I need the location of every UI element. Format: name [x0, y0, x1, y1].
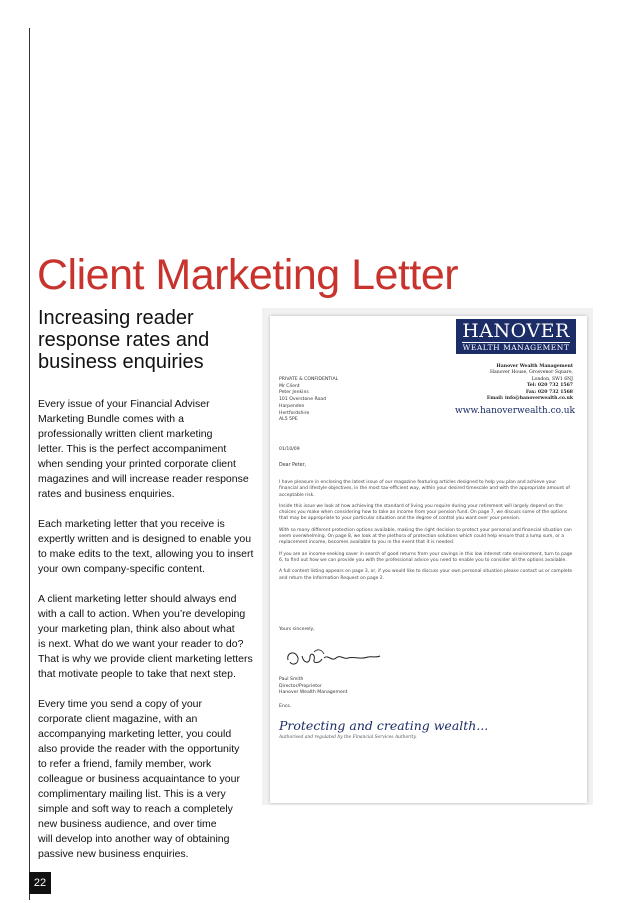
letter-paragraph: With so many different protection options available, making the right decision to protect your personal and financial situation can seem overwhelming. On page 8, we look at the plethora of protection solutions which could help ensure that a lump sum, or a replacement income, becomes available to you in the event that it is needed.	[279, 527, 572, 546]
recipient-address	[279, 377, 338, 424]
sample-letter	[270, 316, 587, 803]
signer-block	[279, 677, 348, 697]
signer-title: Director/Proprietor	[279, 683, 322, 689]
closing: Yours sincerely,	[279, 627, 315, 632]
letter-body	[279, 480, 575, 587]
sender-city: London, SW1 6NJ	[531, 376, 573, 382]
recipient-line: Hertfordshire	[279, 410, 310, 416]
recipient-line: Mr Client	[279, 383, 300, 389]
recipient-line: 101 Overstone Road	[279, 397, 327, 403]
recipient-line: PRIVATE & CONFIDENTIAL	[279, 377, 339, 382]
signer-company: Hanover Wealth Management	[279, 690, 348, 696]
page-number: 22	[29, 872, 51, 894]
signer-name: Paul Smith	[279, 677, 304, 682]
regulation-note: Authorised and regulated by the Financial Services Authority.	[279, 735, 417, 740]
logo-subtitle: WEALTH MANAGEMENT	[462, 343, 570, 352]
body-text	[38, 397, 260, 877]
sender-address	[487, 364, 573, 402]
margin-rule	[29, 28, 30, 900]
subheading: Increasing reader response rates and business enquiries	[38, 307, 210, 373]
letter-paragraph: Inside this issue we look at how achieving the standard of living you require during your retirement will largely depend on the choices you make when considering how to take an income from your pension fund. On page 7, we discuss some of the options that may be appropriate to your particular situation and the degree of control you want over your pension.	[279, 503, 568, 522]
sender-fax: Fax: 020 732 1568	[525, 389, 573, 395]
enclosures: Encs.	[279, 704, 292, 709]
letter-paragraph: I have pleasure in enclosing the latest issue of our magazine featuring articles designed to help you plan and achieve your financial and lifestyle objectives, in the most tax-efficient way, within your desired timescale and with the appropriate amount of acceptable risk.	[279, 480, 570, 498]
tagline: Protecting and creating wealth...	[279, 718, 489, 733]
website: www.hanoverwealth.co.uk	[455, 406, 575, 416]
hanover-logo	[456, 319, 576, 354]
letter-date: 01/10/09	[279, 447, 300, 452]
page-title: Client Marketing Letter	[37, 250, 459, 299]
sender-company: Hanover Wealth Management	[496, 364, 573, 369]
sender-street: Hanover House, Grosvenor Square,	[489, 370, 573, 376]
signature-icon	[284, 644, 384, 672]
sender-tel: Tel: 020 732 1567	[526, 383, 573, 389]
body-paragraph: Every issue of your Financial Adviser Marketing Bundle comes with a professionally written client marketing letter. This is the perfect accompaniment when sending your printed corporate client magazines and will increase reader response rates and business enquiries.	[38, 398, 249, 500]
body-paragraph: Each marketing letter that you receive is expertly written and is designed to enable you to make edits to the text, allowing you to insert your own company-specific content.	[38, 518, 254, 575]
salutation: Dear Peter,	[279, 463, 307, 468]
body-paragraph: Every time you send a copy of your corporate client magazine, with an accompanying marketing letter, you could also provide the reader with the opportunity to refer a friend, family member, work colleague or business acquaintance to your complimentary mailing list. This is a very simple and soft way to reach a completely new business audience, and over time will develop into another way of obtaining passive new business enquiries.	[38, 698, 240, 860]
recipient-line: Harpenden	[279, 403, 305, 409]
letter-paragraph: A full content listing appears on page 3, or, if you would like to discuss your own personal situation please contact us or complete and return the Information Request on page 2.	[279, 569, 573, 581]
sender-email: Email: info@hanoverwealth.co.uk	[486, 396, 573, 402]
recipient-line: Peter Jenkins	[279, 390, 309, 396]
body-paragraph: A client marketing letter should always end with a call to action. When you’re developing your marketing plan, think also about what is next. What do we want your reader to do? That is why we provide client marketing letters that motivate people to take that next step.	[38, 593, 253, 680]
recipient-line: AL5 5PE	[279, 417, 298, 423]
letter-paragraph: If you are an income-seeking saver in search of good returns from your savings in this low interest rate environment, turn to page 6, to find out how we can provide you with the professional advice you need to enable you to consider all the options available.	[279, 551, 573, 563]
logo-name: HANOVER	[462, 320, 570, 342]
